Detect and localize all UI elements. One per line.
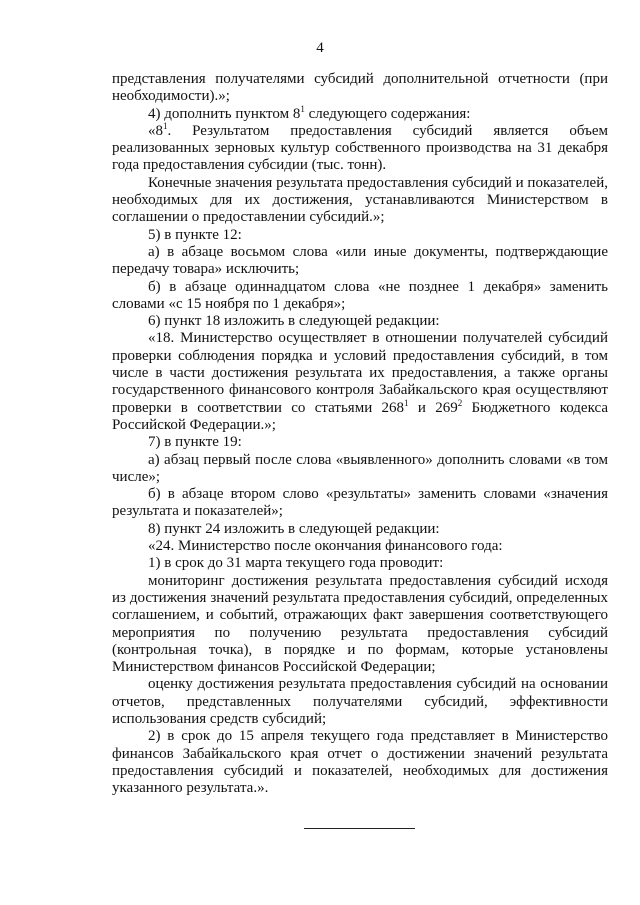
closing-divider bbox=[304, 828, 415, 829]
paragraph-item-7: 7) в пункте 19: bbox=[148, 434, 242, 451]
paragraph-point-24-2: 2) в срок до 15 апреля текущего года представляет в Министерство финансов Забайкальского края отчет о достижении значений результата предоставления субсидий и показателей, необходимых для достижения указанного результата.». bbox=[112, 728, 608, 797]
paragraph-item-8: 8) пункт 24 изложить в следующей редакции: bbox=[148, 520, 440, 537]
paragraph-monitoring: мониторинг достижения результата предоставления субсидий исходя из достижения значений результата предоставления субсидий, определенных соглашением, и событий, отражающих факт завершения соответствующего мероприятия по получению результата предоставления субсидий (контрольная точка), в порядке и по формам, которые установлены Министерством финансов Российской Федерации; bbox=[112, 572, 608, 676]
text-run: «8 bbox=[148, 122, 163, 139]
paragraph-item-5: 5) в пункте 12: bbox=[148, 226, 242, 243]
paragraph-continuation: представления получателями субсидий дополнительной отчетности (при необходимости).»; bbox=[112, 71, 608, 105]
text-run: . Результатом предоставления субсидий является объем реализованных зерновых культур собственного производства на 31 декабря года предоставления субсидии (тыс. тонн). bbox=[112, 122, 608, 174]
text-run: 4) дополнить пунктом 8 bbox=[148, 105, 301, 122]
text-run: следующего содержания: bbox=[304, 105, 471, 122]
superscript: 1 bbox=[300, 103, 305, 114]
page-number: 4 bbox=[316, 40, 324, 56]
paragraph-item-5b: б) в абзаце одиннадцатом слова «не позднее 1 декабря» заменить словами «с 15 ноября по 1 декабря»; bbox=[112, 278, 608, 312]
paragraph-item-7a: а) абзац первый после слова «выявленного» дополнить словами «в том числе»; bbox=[112, 451, 608, 485]
paragraph-item-7b: б) в абзаце втором слово «результаты» заменить словами «значения результата и показателей»; bbox=[112, 486, 608, 520]
text-run: «18. Министерство осуществляет в отношении получателей субсидий проверки соблюдения порядка и условий предоставления субсидий, в том числе в части достижения результата их предоставления, а также органы государственного финансового контроля Забайкальского края осуществляют проверки в соответствии со статьями 268 bbox=[112, 330, 608, 416]
paragraph-item-5a: а) в абзаце восьмом слова «или иные документы, подтверждающие передачу товара» исключить; bbox=[112, 243, 608, 278]
text-run: и 269 bbox=[408, 399, 458, 416]
paragraph-item-4 bbox=[112, 103, 608, 123]
superscript: 1 bbox=[163, 120, 168, 131]
superscript: 2 bbox=[457, 397, 463, 408]
paragraph-point-24: «24. Министерство после окончания финансового года: bbox=[148, 538, 503, 555]
paragraph-point-18 bbox=[112, 330, 608, 434]
text-run: Бюджетного кодекса Российской Федерации.»; bbox=[112, 399, 608, 433]
paragraph-assessment: оценку достижения результата предоставления субсидий на основании отчетов, представленных получателями субсидий, эффективности использования средств субсидий; bbox=[112, 676, 608, 727]
superscript: 1 bbox=[404, 397, 409, 408]
paragraph-item-6: 6) пункт 18 изложить в следующей редакции: bbox=[148, 313, 440, 330]
paragraph-point-24-1: 1) в срок до 31 марта текущего года проводит: bbox=[148, 555, 444, 572]
document-body bbox=[112, 71, 608, 797]
paragraph-final-values: Конечные значения результата предоставления субсидий и показателей, необходимых для их достижения, устанавливаются Министерством в соглашении о предоставлении субсидий.»; bbox=[112, 174, 608, 226]
paragraph-point-8-1 bbox=[112, 120, 608, 175]
